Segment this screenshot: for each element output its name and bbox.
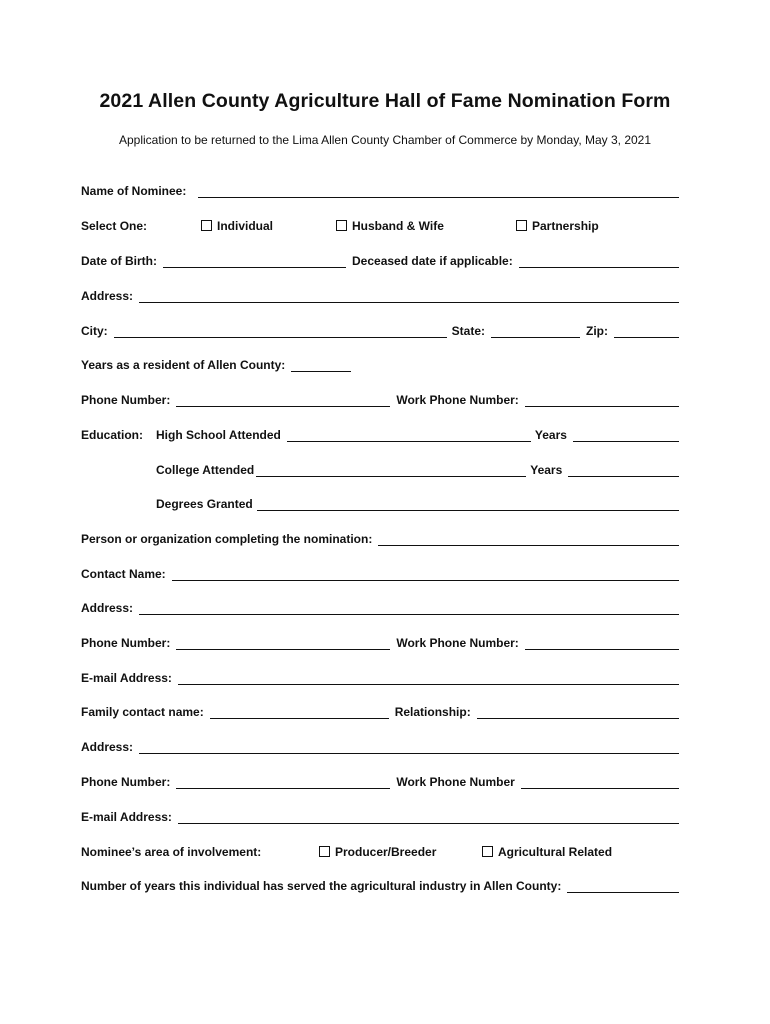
- address-field[interactable]: [139, 289, 679, 303]
- row-date-of-birth: [81, 250, 679, 268]
- date-of-birth-label: Date of Birth:: [81, 254, 157, 268]
- row-phone-number: [81, 389, 679, 407]
- city-field[interactable]: [114, 324, 447, 338]
- family-contact-field[interactable]: [210, 705, 389, 719]
- deceased-date-field[interactable]: [519, 254, 679, 268]
- contact-name-label: Contact Name:: [81, 567, 166, 581]
- option-husband-wife[interactable]: [336, 219, 516, 233]
- family-address-field[interactable]: [139, 740, 679, 754]
- form-subtitle: Application to be returned to the Lima Allen County Chamber of Commerce by Monday, May 3, 2021: [118, 133, 652, 147]
- partnership-checkbox[interactable]: [516, 220, 527, 231]
- husband-wife-label: Husband & Wife: [352, 219, 444, 233]
- producer-breeder-label: Producer/Breeder: [335, 845, 437, 859]
- row-area-of-involvement: [81, 841, 679, 859]
- deceased-date-label: Deceased date if applicable:: [352, 254, 513, 268]
- contact-email-label: E-mail Address:: [81, 671, 172, 685]
- years-served-field[interactable]: [567, 879, 679, 893]
- family-work-phone-label: Work Phone Number: [396, 775, 515, 789]
- degrees-field[interactable]: [257, 497, 679, 511]
- row-contact-name: [81, 563, 679, 581]
- row-contact-address: [81, 597, 679, 615]
- form-title: 2021 Allen County Agriculture Hall of Fame Nomination Form: [99, 90, 671, 112]
- row-family-phone: [81, 771, 679, 789]
- contact-name-field[interactable]: [172, 567, 679, 581]
- contact-address-field[interactable]: [139, 601, 679, 615]
- husband-wife-checkbox[interactable]: [336, 220, 347, 231]
- high-school-label: High School Attended: [156, 428, 281, 442]
- high-school-years-field[interactable]: [573, 428, 679, 442]
- college-label: College Attended: [156, 463, 255, 477]
- row-family-contact: [81, 701, 679, 719]
- row-select-one: [81, 215, 679, 233]
- option-partnership[interactable]: [516, 219, 599, 233]
- row-address: [81, 285, 679, 303]
- high-school-field[interactable]: [287, 428, 531, 442]
- college-years-label: Years: [530, 463, 563, 477]
- agricultural-related-checkbox[interactable]: [482, 846, 493, 857]
- area-of-involvement-label: Nominee’s area of involvement:: [81, 845, 262, 859]
- partnership-label: Partnership: [532, 219, 599, 233]
- option-agricultural-related[interactable]: [482, 845, 612, 859]
- zip-label: Zip:: [586, 324, 609, 338]
- college-field[interactable]: [256, 463, 526, 477]
- row-city-state-zip: [81, 320, 679, 338]
- city-label: City:: [81, 324, 108, 338]
- row-years-served: [81, 875, 679, 893]
- family-phone-field[interactable]: [176, 775, 390, 789]
- option-producer-breeder[interactable]: [319, 845, 482, 859]
- family-address-label: Address:: [81, 740, 134, 754]
- contact-phone-label: Phone Number:: [81, 636, 171, 650]
- years-resident-label: Years as a resident of Allen County:: [81, 358, 286, 372]
- row-contact-email: [81, 667, 679, 685]
- family-phone-label: Phone Number:: [81, 775, 171, 789]
- work-phone-number-field[interactable]: [525, 393, 679, 407]
- family-email-field[interactable]: [178, 810, 679, 824]
- degrees-label: Degrees Granted: [156, 497, 253, 511]
- row-family-email: [81, 806, 679, 824]
- row-degrees: [81, 493, 679, 511]
- agricultural-related-label: Agricultural Related: [498, 845, 613, 859]
- producer-breeder-checkbox[interactable]: [319, 846, 330, 857]
- relationship-label: Relationship:: [394, 705, 471, 719]
- contact-work-phone-label: Work Phone Number:: [396, 636, 519, 650]
- state-field[interactable]: [491, 324, 580, 338]
- address-label: Address:: [81, 289, 134, 303]
- name-of-nominee-field[interactable]: [198, 184, 679, 198]
- relationship-field[interactable]: [477, 705, 679, 719]
- state-label: State:: [451, 324, 486, 338]
- row-family-address: [81, 736, 679, 754]
- row-high-school: [81, 424, 679, 442]
- contact-address-label: Address:: [81, 601, 134, 615]
- high-school-years-label: Years: [534, 428, 567, 442]
- family-work-phone-field[interactable]: [521, 775, 679, 789]
- individual-checkbox[interactable]: [201, 220, 212, 231]
- family-contact-label: Family contact name:: [81, 705, 204, 719]
- row-years-resident: [81, 354, 679, 372]
- person-org-label: Person or organization completing the nomination:: [81, 532, 373, 546]
- zip-field[interactable]: [614, 324, 679, 338]
- date-of-birth-field[interactable]: [163, 254, 346, 268]
- row-college: [81, 459, 679, 477]
- row-person-org: [81, 528, 679, 546]
- select-one-label: Select One:: [81, 219, 148, 233]
- work-phone-number-label: Work Phone Number:: [396, 393, 519, 407]
- individual-label: Individual: [217, 219, 274, 233]
- years-served-label: Number of years this individual has served the agricultural industry in Allen County:: [81, 879, 562, 893]
- contact-email-field[interactable]: [178, 671, 679, 685]
- option-individual[interactable]: [201, 219, 336, 233]
- name-of-nominee-label: Name of Nominee:: [81, 184, 187, 198]
- row-name-of-nominee: [81, 180, 679, 198]
- contact-work-phone-field[interactable]: [525, 636, 679, 650]
- person-org-field[interactable]: [378, 532, 679, 546]
- phone-number-label: Phone Number:: [81, 393, 171, 407]
- phone-number-field[interactable]: [176, 393, 390, 407]
- contact-phone-field[interactable]: [176, 636, 390, 650]
- education-label: Education:: [81, 428, 143, 442]
- row-contact-phone: [81, 632, 679, 650]
- college-years-field[interactable]: [568, 463, 679, 477]
- family-email-label: E-mail Address:: [81, 810, 172, 824]
- years-resident-field[interactable]: [291, 358, 351, 372]
